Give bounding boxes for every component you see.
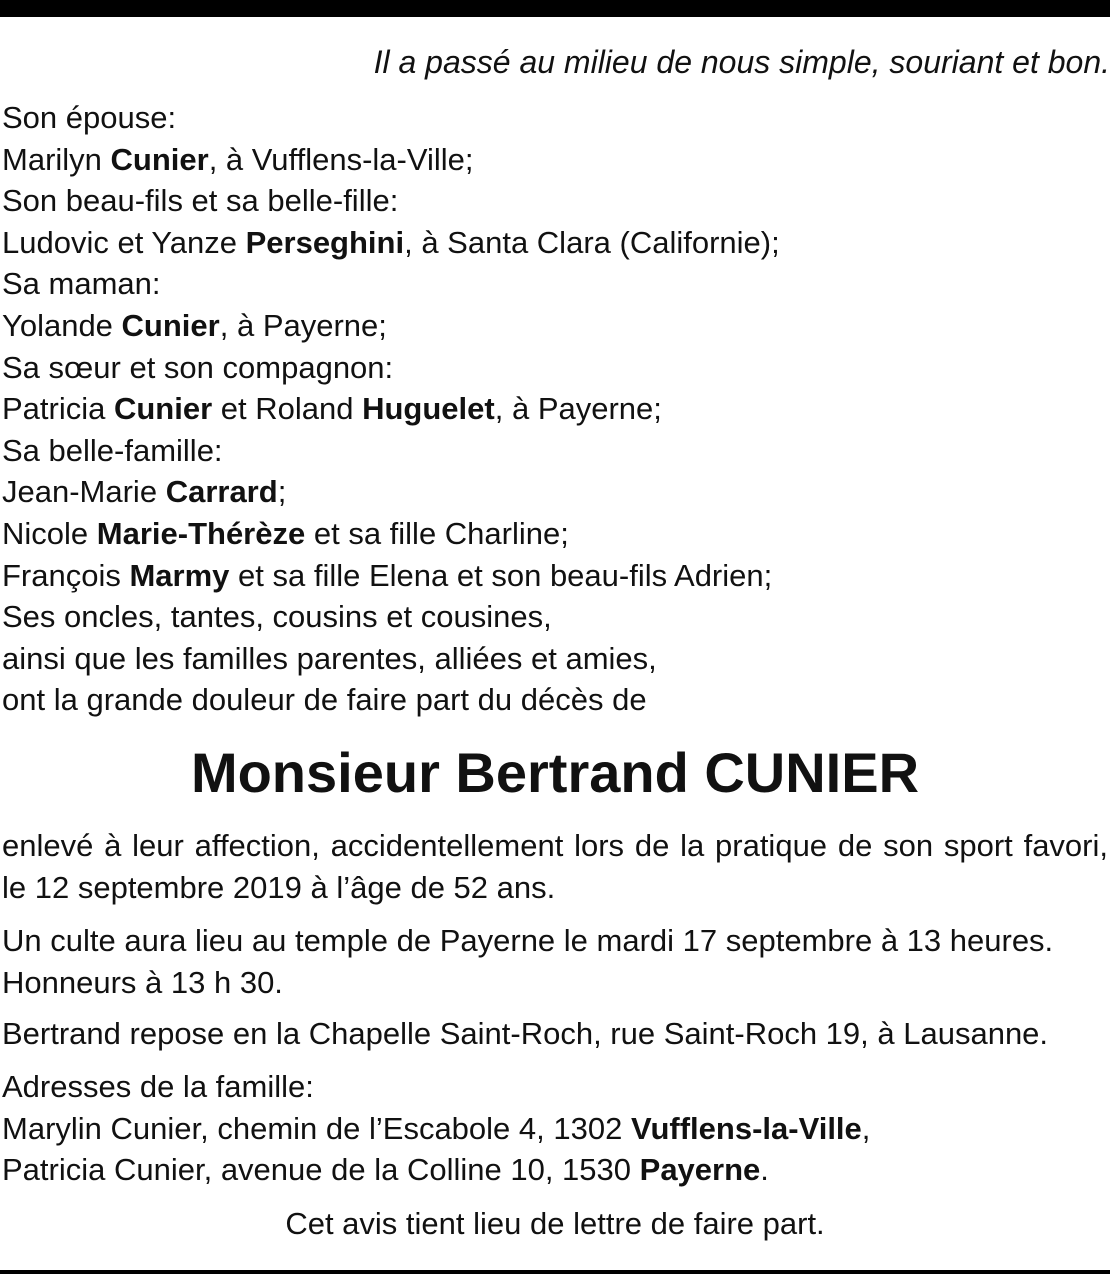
surname: Marmy [129,557,230,593]
addresses-heading: Adresses de la famille: [2,1069,314,1104]
epigraph-quote: Il a passé au milieu de nous simple, souriant et bon. [373,44,1110,80]
locality: Vufflens-la-Ville [630,1110,862,1146]
surname: Cunier [121,307,220,343]
surname: Huguelet [362,391,495,427]
family-line: Ses oncles, tantes, cousins et cousines, [2,599,552,635]
family-line: Son épouse: [2,100,177,135]
family-line: Sa maman: [2,266,161,302]
top-rule [0,0,1110,17]
surname: Carrard [165,474,278,510]
address-line: Patricia Cunier, avenue de la Colline 10, 1530 Payerne. [2,1152,769,1188]
surname: Cunier [113,391,213,427]
surname: Cunier [110,141,209,177]
address-line: Marylin Cunier, chemin de l’Escabole 4, 1302 Vufflens-la-Ville, [2,1110,871,1146]
bottom-rule [0,1270,1110,1274]
surname: Marie-Thérèze [96,515,306,551]
locality: Payerne [639,1152,761,1188]
deceased-name-heading: Monsieur Bertrand CUNIER [190,741,920,804]
family-line: Jean-Marie Carrard; [2,474,287,510]
family-addresses [2,1066,1108,1191]
surname: Perseghini [245,224,405,260]
family-line: Sa sœur et son compagnon: [2,349,394,385]
family-line: Nicole Marie-Thérèze et sa fille Charline; [2,515,569,551]
family-line: Yolande Cunier, à Payerne; [2,307,387,343]
service-line: Un culte aura lieu au temple de Payerne le mardi 17 septembre à 13 heures. [2,923,1054,958]
announcement-text: enlevé à leur affection, accidentellement lors de la pratique de son sport favori, le 12 septembre 2019 à l’âge de 52 ans. [2,828,1108,905]
family-line: Ludovic et Yanze Perseghini, à Santa Clara (Californie); [2,224,780,260]
family-line: Son beau-fils et sa belle-fille: [2,183,399,219]
family-line: Marilyn Cunier, à Vufflens-la-Ville; [2,141,474,177]
rest-location: Bertrand repose en la Chapelle Saint-Roch, rue Saint-Roch 19, à Lausanne. [2,1016,1049,1051]
family-line: François Marmy et sa fille Elena et son beau-fils Adrien; [2,557,773,593]
family-line: Patricia Cunier et Roland Huguelet, à Payerne; [2,391,662,427]
family-list [2,97,1102,721]
honours-line: Honneurs à 13 h 30. [2,964,283,1000]
service-info [2,920,1108,1003]
family-line: Sa belle-famille: [2,432,223,468]
family-line: ont la grande douleur de faire part du décès de [2,682,647,718]
family-line: ainsi que les familles parentes, alliées et amies, [2,640,657,676]
closing-note: Cet avis tient lieu de lettre de faire part. [285,1206,825,1241]
